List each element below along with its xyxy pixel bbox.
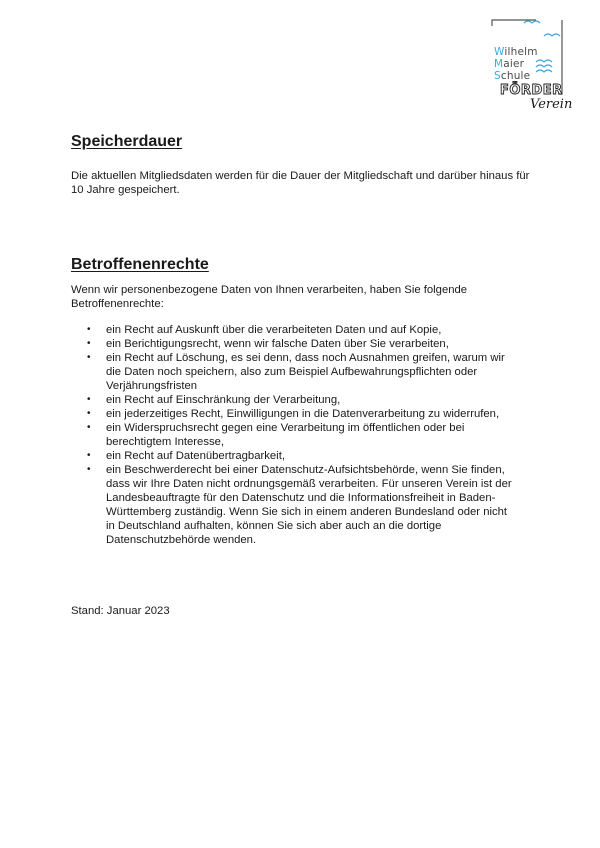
list-item: • ein Recht auf Löschung, es sei denn, dass noch Ausnahmen greifen, warum wir die Daten noch speichern, also zum Beispiel Aufbewahrungspflichten oder Verjährungsfristen — [87, 351, 517, 393]
list-item: • ein Recht auf Einschränkung der Verarbeitung, — [87, 393, 517, 407]
logo-foerder: FÖRDER — [500, 83, 563, 98]
logo-line-maier: Maier — [494, 58, 525, 70]
heading-betroffenenrechte: Betroffenenrechte — [71, 256, 209, 273]
foerderverein-logo — [480, 14, 580, 124]
list-item: • ein Widerspruchsrecht gegen eine Verarbeitung im öffentlichen oder bei berechtigtem Interesse, — [87, 421, 517, 449]
list-item: • ein Berichtigungsrecht, wenn wir falsche Daten über Sie verarbeiten, — [87, 337, 517, 351]
logo-line-wilhelm: Wilhelm — [494, 46, 538, 58]
speicherdauer-text: Die aktuellen Mitgliedsdaten werden für die Dauer der Mitgliedschaft und darüber hinaus für 10 Jahre gespeichert. — [71, 170, 530, 196]
list-item: • ein Recht auf Auskunft über die verarbeiteten Daten und auf Kopie, — [87, 323, 517, 337]
stand-date: Stand: Januar 2023 — [71, 605, 170, 617]
list-item: • ein jederzeitiges Recht, Einwilligungen in die Datenverarbeitung zu widerrufen, — [87, 407, 517, 421]
logo-verein: Verein — [530, 97, 573, 112]
list-item: • ein Beschwerderecht bei einer Datenschutz-Aufsichtsbehörde, wenn Sie finden, dass wir Ihre Daten nicht ordnungsgemäß verarbeiten. Für unseren Verein ist der Landesbeauftragte für den Datenschutz und die Informationsfreiheit in Baden-Württemberg zuständig. Wenn Sie sich in einem anderen Bundesland oder nicht in Deutschland aufhalten, können Sie sich aber auch an die dortige Datenschutzbehörde wenden. — [87, 463, 517, 547]
logo-line-schule: Schule — [494, 70, 531, 82]
rights-list — [87, 323, 517, 547]
betroffenenrechte-intro: Wenn wir personenbezogene Daten von Ihnen verarbeiten, haben Sie folgende Betroffenenrechte: — [71, 284, 468, 310]
heading-speicherdauer: Speicherdauer — [71, 133, 183, 150]
list-item: • ein Recht auf Datenübertragbarkeit, — [87, 449, 517, 463]
